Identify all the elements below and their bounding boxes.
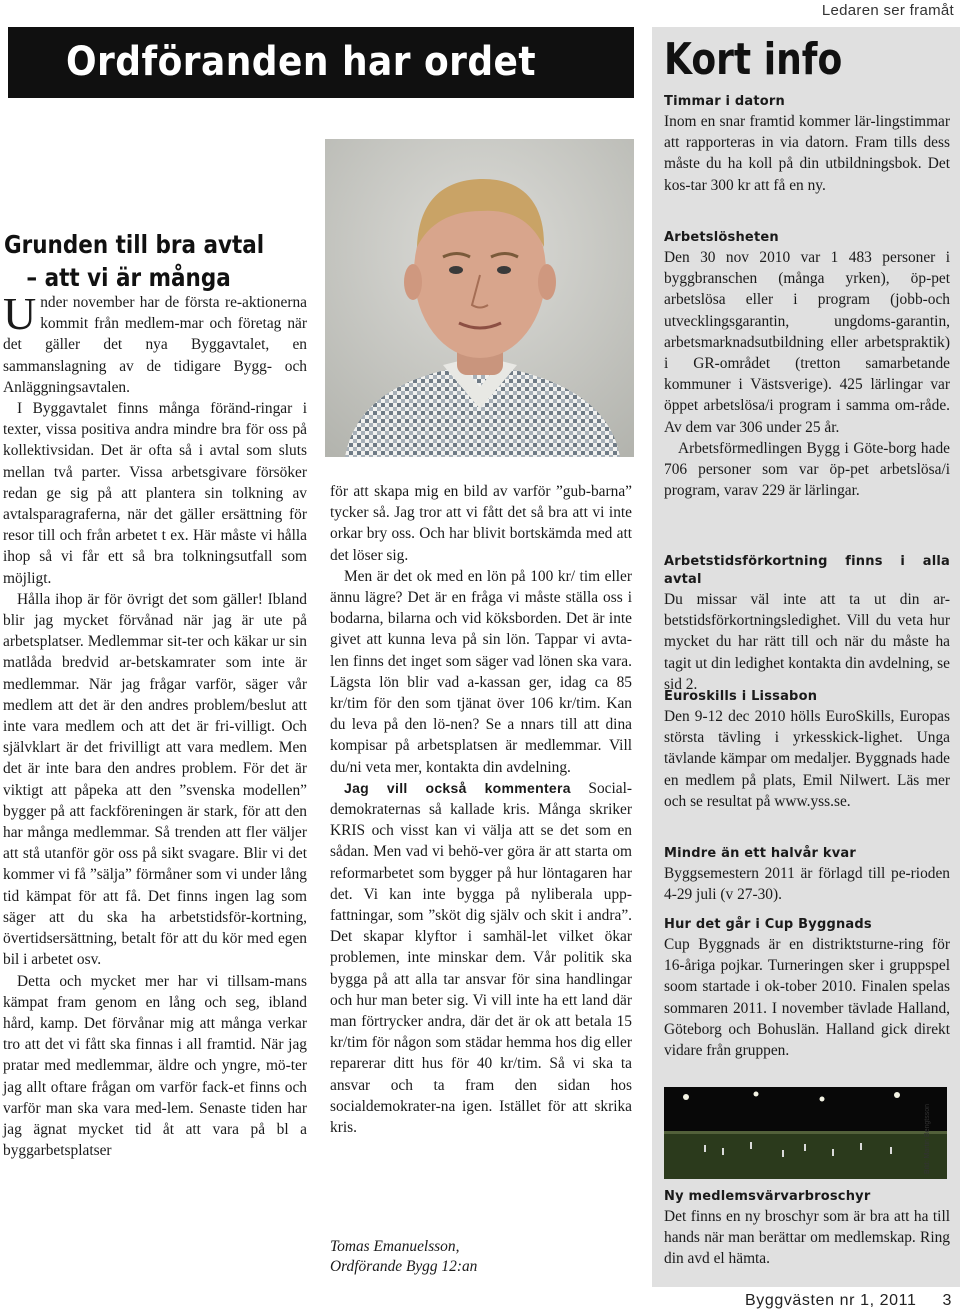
info-heading: Euroskills i Lissabon [664, 689, 818, 704]
author-portrait-photo [325, 139, 634, 457]
headline-line-2: – att vi är många [26, 263, 231, 292]
page-number: 3 [942, 1292, 952, 1309]
info-text: Inom en snar framtid kommer lär-lingstimmar att rapporteras in via datorn. Fram tills dess måste du ha koll på din utbildningsbok. Det kos-tar 300 kr att få en ny. [664, 113, 950, 194]
info-text: Den 9-12 dec 2010 hölls EuroSkills, Europas största tävling i yrkesskick-lighet. Unga tävlande kämpar om medaljer. Byggnads hade en medlem på plats, Emil Nilwert. Läs mer och se resultat på www.yss.se. [664, 708, 950, 810]
football-field-photo [664, 1087, 947, 1179]
info-item-brochure [664, 1188, 950, 1270]
paragraph-lead-in: Jag vill också kommentera [344, 779, 571, 796]
info-item-byggsemester [664, 845, 950, 905]
article-paragraph: I Byggavtalet finns många föränd-ringar i texter, vissa positiva andra mindre bra för oss på kollektivsidan. Det är ofta så i avtal som sluts mellan två parter. Vissa arbetsgivare försöker redan ge sig på att plantera sin tolkning av avtalsparagraferna, när det gäller ersättning för resor till och från arbetet t ex. Här måste vi hålla ihop så vi får ett så bra tolkningsutfall som möjligt. [3, 400, 307, 587]
info-item-euroskills [664, 688, 950, 812]
portrait-illustration [325, 139, 634, 457]
info-text: Den 30 nov 2010 var 1 483 personer i byggbranschen (många yrken), öp-pet arbetslösa eller i program (jobb-och utvecklingsgarantin, ungdoms-garantin, arbetsmarknadsutbildning eller arbetspraktik) i GR-området (tretton samarbetande kommuner i Västsverige). 425 lärlingar var öppet arbetslösa/i program i samma om-råde. Av dem var 306 under 25 år. [664, 249, 950, 436]
article-paragraph: Men är det ok med en lön på 100 kr/ tim eller ännu lägre? Det är en fråga vi måste ställa oss i bodarna, bilarna och vid köksborden. Det är inte givet att kunna leva på sin lön. Tappar vi avta-len finns det inget som säger vad lönen ska vara. Lägsta lön blir vad a-kassan ger, idag ca 85 kr/tim för den som tjänat över 106 kr/tim. Kan du leva på den lö-nen? Se a nnars till att dina kompisar på arbetsplatsen är medlemmar. Vill du/ni veta mer, kontakta din avdelning. [330, 567, 632, 776]
sidebar-title: Kort info [664, 34, 843, 85]
title-banner [8, 27, 634, 98]
headline-line-1: Grunden till bra avtal [4, 230, 265, 259]
article-paragraph: Hålla ihop är för övrigt det som gäller! Ibland blir jag mycket förvånad när jag är ute på arbetsplatser. Medlemmar sit-ter och käkar ur sin matlåda bredvid ar-betskamrater som inte är medlemmar. När jag frågar varför, säger vår medlem att det är den andres problem/beslut att inte vara medlem och att det är fri-villigt. Och självklart är det frivilligt att vara medlem. Men det är inte bara den andres problem. För det är viktigt att påpeka att den ”svenska modellen” bygger på att fackföreningen är stark, för att den har många medlemmar. Så trenden att fler väljer att stå utanför gör oss på sikt svagare. Blir vi det kommer vi få ”sälja” förmåner som vi under lång tid kämpat för att få. Det finns ingen lag som säger att du ska ha arbetstidsför-kortning, övertidsersättning, betalt för att du kör med egen bil i arbetet osv. [3, 590, 307, 969]
info-heading: Timmar i datorn [664, 94, 785, 109]
page-footer [745, 1292, 952, 1310]
night-match-illustration [664, 1087, 947, 1179]
info-item-cup-byggnads [664, 916, 950, 1061]
info-text: Byggsemestern 2011 är förlagd till pe-rioden 4-29 juli (v 27-30). [664, 865, 950, 904]
info-heading: Ny medlemsvärvarbroschyr [664, 1189, 871, 1204]
article-paragraph: Detta och mycket mer har vi tillsam-mans kämpat fram genom en lång och seg, ibland hård, kamp. Det förvånar mig att många verkar tro att det vi fått ska finnas i all framtid. När jag pratar med medlemmar, äldre och yngre, mö-ter jag allt oftare frågan om varför fack-et finns och varför man ska vara med-lem. Senaste tiden har jag ägnat mycket tid åt att vara på bl a byggarbetsplatser [3, 972, 307, 1160]
info-text: Cup Byggnads är en distriktsturne-ring för 16-åriga pojkar. Turneringen sker i gruppspel soom startade i ok-tober 2010. Finalen spelas sommaren 2011. I november tävlade Halland, Göteborg och Bohuslän. Halland gick direkt vidare från gruppen. [664, 936, 950, 1060]
info-text: Du missar väl inte att ta ut din ar-betstidsförkortningsledighet. Vill du veta hur mycket du har rätt till och när du måste ha tagit ut din ledighet kontakta din avdelning, se sid 2. [664, 591, 950, 693]
article-paragraph: Under november har de första re-aktionerna kommit från medlem-mar och företag när det gäller det nya Byggavtalet, en sammanslagning av de tidigare Bygg- och Anläggningsavtalen. [3, 288, 307, 396]
info-item-arbetsloshet [664, 229, 950, 501]
publication-name: Byggvästen nr 1, 2011 [744, 1292, 917, 1309]
info-heading: Mindre än ett halvår kvar [664, 846, 857, 861]
article-headline [4, 228, 304, 294]
signature-role: Ordförande Bygg 12:an [330, 1258, 478, 1275]
section-tagline: Ledaren ser framåt [821, 2, 954, 19]
article-column-2 [330, 481, 632, 1138]
signature [330, 1237, 630, 1277]
info-item-timmar [664, 93, 950, 196]
info-text: Det finns en ny broschyr som är bra att ha till hands när man berättar om medlemskap. Ring din avd el hämta. [664, 1208, 950, 1268]
drop-cap: U [3, 288, 37, 339]
article-column-1 [3, 288, 307, 1161]
info-text: Arbetsförmedlingen Bygg i Göte-borg hade 706 personer som var öp-pet arbetslösa/i program, varav 229 är lärlingar. [664, 439, 950, 500]
info-heading: Hur det går i Cup Byggnads [664, 917, 872, 932]
article-paragraph: för att skapa mig en bild av varför ”gub-barna” tycker så. Jag tror att vi fått det så bra att vi inte orkar bry oss. Och har blivit bortskämda med att det löser sig. [330, 483, 632, 564]
info-heading: Arbetstidsförkortning finns i alla avtal [664, 554, 950, 587]
info-heading: Arbetslösheten [664, 230, 779, 245]
signature-name: Tomas Emanuelsson, [330, 1238, 460, 1255]
article-paragraph: Jag vill också kommentera Social-demokraternas så kallade kris. Många skriker KRIS och visst kan vi välja att se det som en sådan. Men vad vi behö-ver göra är att starta om reformarbetet som bygger på hur löntagaren har det. Vi kan inte bygga på nyliberala upp-fattningar, som ”sköt dig själv och skit i andra”. Det skapar klyftor i samhäl-let vilket ökar problemen, inte minskar dem. Vår politik ska bygga på att alla tar ansvar för sina handlingar och hur man beter sig. Vi vill inte ha ett land där man förtrycker andra, där det är ok att betala 15 kr/tim för någon som städar hemma hos dig eller reparerar ditt hus för 40 kr/tim. Så vi ska ta ansvar och ta fram den sidan hos socialdemokrater-na igen. Istället för att skrika kris. [330, 779, 632, 1137]
page-title: Ordföranden har ordet [66, 39, 537, 85]
info-item-arbetstidsforkortning [664, 553, 950, 695]
photo-credit: Bild: Martin Bengtsson [924, 1103, 931, 1174]
